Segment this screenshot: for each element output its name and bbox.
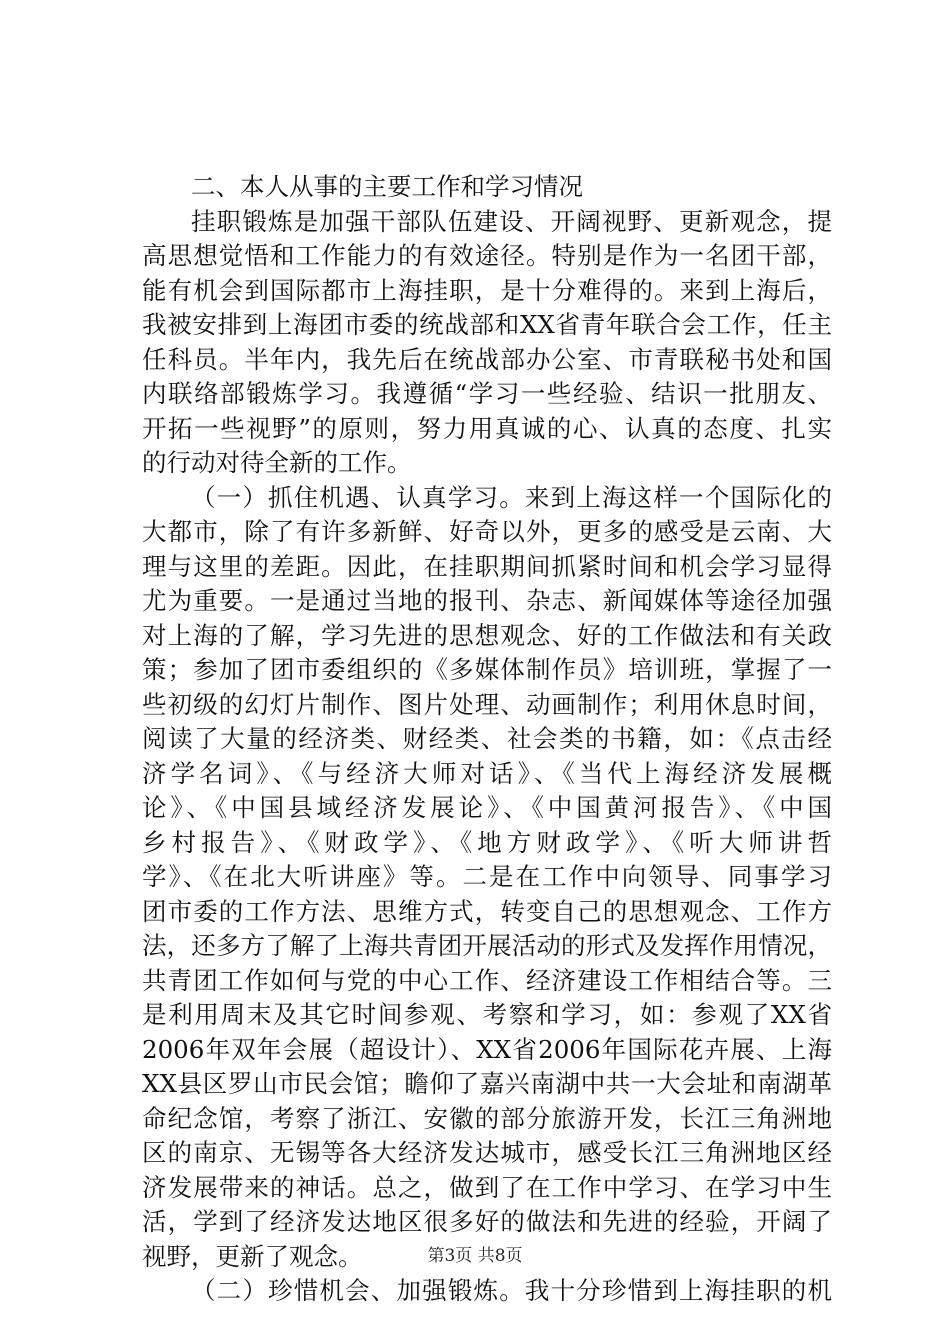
- paragraph-line: 尤为重要。一是通过当地的报刊、杂志、新闻媒体等途径加强: [142, 586, 832, 615]
- paragraph-line: 策；参加了团市委组织的《多媒体制作员》培训班，掌握了一: [142, 655, 832, 684]
- subsection-line: （二）珍惜机会、加强锻炼。我十分珍惜到上海挂职的机: [191, 1276, 832, 1305]
- paragraph-line: 能有机会到国际都市上海挂职，是十分难得的。来到上海后，: [142, 275, 832, 305]
- paragraph-line: 内联络部锻炼学习。我遵循“学习一些经验、结识一批朋友、: [142, 379, 832, 408]
- paragraph-line: 论》、《中国县域经济发展论》、《中国黄河报告》、《中国: [142, 793, 832, 822]
- paragraph-line: 共青团工作如何与党的中心工作、经济建设工作相结合等。三: [142, 965, 832, 995]
- paragraph-line: 阅读了大量的经济类、财经类、社会类的书籍，如：《点击经: [142, 724, 832, 753]
- paragraph-line: 高思想觉悟和工作能力的有效途径。特别是作为一名团干部，: [142, 241, 832, 270]
- paragraph-line: 活，学到了经济发达地区很多好的做法和先进的经验，开阔了: [142, 1207, 832, 1236]
- paragraph-line: 学》、《在北大听讲座》等。二是在工作中向领导、同事学习: [142, 862, 832, 891]
- paragraph-line: 的行动对待全新的工作。: [142, 448, 412, 477]
- paragraph-line: 济学名词》、《与经济大师对话》、《当代上海经济发展概: [142, 758, 832, 788]
- paragraph-line: 是利用周末及其它时间参观、考察和学习，如：参观了XX省: [142, 1000, 832, 1029]
- paragraph-line: 任科员。半年内，我先后在统战部办公室、市青联秘书处和国: [142, 344, 832, 374]
- page-number-footer: 第3页 共8页: [427, 1246, 523, 1266]
- subsection-line: （一）抓住机遇、认真学习。来到上海这样一个国际化的: [191, 482, 832, 512]
- document-body: [142, 170, 832, 1309]
- paragraph-line: 大都市，除了有许多新鲜、好奇以外，更多的感受是云南、大: [142, 517, 832, 546]
- paragraph-line: XX县区罗山市民会馆；瞻仰了嘉兴南湖中共一大会址和南湖革: [142, 1069, 832, 1098]
- paragraph-line: 开拓一些视野”的原则，努力用真诚的心、认真的态度、扎实: [142, 413, 832, 443]
- paragraph-line: 2006年双年会展（超设计）、XX省2006年国际花卉展、上海: [142, 1034, 832, 1064]
- paragraph-line: 命纪念馆，考察了浙江、安徽的部分旅游开发，长江三角洲地: [142, 1103, 832, 1133]
- section-heading: 二、本人从事的主要工作和学习情况: [191, 172, 583, 201]
- paragraph-line: 济发展带来的神话。总之，做到了在工作中学习、在学习中生: [142, 1172, 832, 1202]
- paragraph-line: 我被安排到上海团市委的统战部和XX省青年联合会工作，任主: [142, 310, 832, 339]
- paragraph-line: 些初级的幻灯片制作、图片处理、动画制作；利用休息时间，: [142, 689, 832, 719]
- paragraph-line: 乡村报告》、《财政学》、《地方财政学》、《听大师讲哲: [142, 827, 832, 857]
- paragraph-line: 视野，更新了观念。: [142, 1241, 363, 1271]
- paragraph-line: 区的南京、无锡等各大经济发达城市，感受长江三角洲地区经: [142, 1138, 832, 1167]
- paragraph-line: 对上海的了解，学习先进的思想观念、好的工作做法和有关政: [142, 620, 832, 650]
- paragraph-line: 挂职锻炼是加强干部队伍建设、开阔视野、更新观念，提: [191, 206, 832, 236]
- paragraph-line: 理与这里的差距。因此，在挂职期间抓紧时间和机会学习显得: [142, 551, 832, 581]
- paragraph-line: 团市委的工作方法、思维方式，转变自己的思想观念、工作方: [142, 896, 832, 926]
- paragraph-line: 法，还多方了解了上海共青团开展活动的形式及发挥作用情况，: [142, 931, 832, 960]
